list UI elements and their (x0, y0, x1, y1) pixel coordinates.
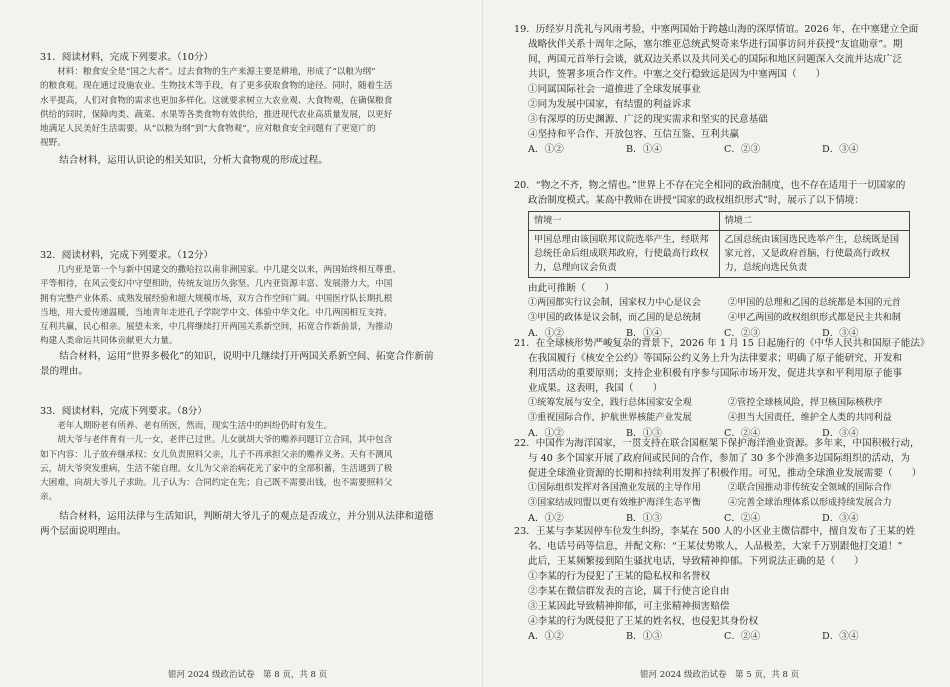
right-page-footer: 银河 2024 级政治试卷 第 5 页，共 8 页 (640, 670, 800, 680)
situation-header: 情境一 (529, 212, 720, 231)
right-page (490, 0, 950, 687)
question-22-option: ①国际组织发挥对各国渔业发展的主导作用 (528, 483, 701, 493)
question-19-stem-line: 19．历经岁月洗礼与风雨考验，中塞两国始于跨越山海的深厚情谊。2026 年，在中塞建立全面 (514, 24, 919, 35)
question-31 (40, 50, 460, 168)
choice-b: B．①③ (626, 513, 662, 524)
choice-a: A．①② (528, 328, 564, 339)
question-32-material-line: 构建人类命运共同体贡献更大力量。 (40, 336, 178, 347)
question-32-ask-line: 景的理由。 (40, 365, 88, 377)
situation-cell: 甲国总理由该国联邦议院选举产生，经联邦总统任命后组成联邦政府，行使最高行政权力，总理向议会负责 (529, 231, 720, 278)
question-23-stem-line: 23．王某与李某因停车位发生纠纷，李某在 500 人的小区业主微信群中，擅自发布了王某的姓 (514, 526, 916, 537)
question-32-material-line: 拥有完整产业体系、成熟发展经验和超大规模市场，双方合作空间广阔。中国医疗队长期扎根 (40, 293, 393, 304)
situation-cell: 乙国总统由该国选民选举产生，总统既是国家元首，又是政府首脑，行使最高行政权力，总统向选民负责 (719, 231, 910, 278)
question-19 (514, 22, 946, 157)
question-31-material-line: 地满足人民美好生活需要。从“以粮为纲”到“大食物观”，应对粮食安全问题有了更宽广的 (40, 124, 376, 135)
question-22-option: ④完善全球治理体系以形成持续发展合力 (728, 498, 892, 508)
question-21-stem-line: 21．在全球核形势严峻复杂的背景下，2026 年 1 月 15 日起施行的《中华人民共和国原子能法》 (514, 338, 930, 349)
question-19-stem-line: 间，两国元首举行会谈，就双边关系以及共同关心的国际和地区问题深入交流并达成广泛 (528, 54, 903, 65)
question-21-option-row (514, 411, 946, 426)
question-31-material-line: 供给的同时，保障肉类、蔬菜、水果等各类食物有效供给，推进现代农业高质量发展，以更好 (40, 109, 393, 120)
question-22-stem-line: 与 40 多个国家开展了政府间或民间的合作，参加了 30 多个涉渔多边国际组织的活动，为 (528, 453, 910, 464)
question-33-title: 33．阅读材料，完成下列要求。（8分） (40, 406, 208, 417)
question-23-stem-line: 名、电话号码等信息，并配文称：“王某仗势欺人，人品极差，大家千万别跟他打交道！” (528, 541, 903, 552)
question-33-material-line: 老年人期盼老有所养、老有所医，然而，现实生活中的纠纷仍时有发生。 (57, 421, 333, 431)
situation-header: 情境二 (719, 212, 910, 231)
question-20-option-row (514, 296, 946, 311)
question-33-ask-line: 两个层面说明理由。 (40, 525, 127, 537)
question-22-option: ②联合国推动非传统安全领域的国际合作 (728, 483, 892, 493)
question-33-material-line: 亲。 (40, 492, 58, 503)
question-21-option-row (514, 396, 946, 411)
question-23-option: ③王某因此导致精神抑郁，可主张精神损害赔偿 (528, 601, 730, 612)
question-33-material-line: 胡大爷与老伴育有一儿一女，老伴已过世。儿女就胡大爷的赡养问题订立合同，其中包含 (57, 435, 393, 446)
question-19-option: ④坚持和平合作、开放包容、互信互鉴、互利共赢 (528, 129, 740, 140)
choice-d: D．③④ (822, 328, 859, 339)
question-21-option: ③重视国际合作，护航世界核能产业发展 (528, 413, 692, 423)
question-20-option: ①两国都实行议会制，国家权力中心是议会 (528, 298, 701, 308)
choice-b: B．①④ (626, 328, 662, 339)
question-19-option: ①同属国际社会一道推进了全球发展事业 (528, 84, 701, 95)
question-32-material-line: 平等相待，在风云变幻中守望相助，传统友谊历久弥坚。几内亚资源丰富、发展潜力大，中国 (40, 279, 393, 290)
question-31-title: 31．阅读材料，完成下列要求。（10分） (40, 52, 214, 63)
question-22-option-row (514, 481, 946, 496)
question-20 (514, 178, 946, 341)
question-19-choices (514, 142, 946, 157)
question-32-material-line: 互利共赢，民心相亲。展望未来，中几将继续打开两国关系新空间，拓宽合作新前景，为推动 (40, 322, 393, 333)
choice-b: B．①④ (626, 144, 662, 155)
choice-d: D．③④ (822, 144, 859, 155)
choice-c: C．②④ (724, 631, 761, 642)
question-22 (514, 436, 946, 526)
question-31-material-line: 视野。 (40, 138, 66, 149)
question-19-option: ③有深厚的历史渊源、广泛的现实需求和坚实的民意基础 (528, 114, 768, 125)
question-21-stem-line: 业成果。这表明，我国（ ） (528, 383, 663, 394)
choice-a: A．①② (528, 428, 564, 439)
question-23-option: ④李某的行为既侵犯了王某的姓名权，也侵犯其身份权 (528, 616, 759, 627)
situation-table (528, 211, 910, 278)
question-21 (514, 336, 946, 441)
question-21-option: ②管控全球核风险，捍卫核国际核秩序 (728, 398, 883, 408)
question-19-option: ②同为发展中国家，有结盟的利益诉求 (528, 99, 692, 110)
choice-c: C．②③ (724, 144, 761, 155)
question-20-option: ③甲国的政体是议会制，而乙国的是总统制 (528, 313, 701, 323)
question-22-option: ③国家结成同盟以更有效维护海洋生态平衡 (528, 498, 701, 508)
question-33 (40, 404, 460, 539)
question-31-ask: 结合材料，运用认识论的相关知识，分析大食物观的形成过程。 (59, 154, 328, 166)
question-33-material-line: 云，胡大爷突发重病，生活不能自理。女儿为父亲治病花光了家中的全部积蓄，生活遇到了极 (40, 463, 393, 474)
question-33-material-line: 大困难，向胡大爷儿子求助。儿子认为：合同约定在先；自己既不需要出钱，也不需要照料父 (40, 478, 393, 489)
question-22-stem-line: 22．中国作为海洋国家，一贯支持在联合国框架下保护海洋渔业资源。多年来，中国积极行动， (514, 438, 920, 449)
choice-a: A．①② (528, 144, 564, 155)
question-32-ask-line: 结合材料，运用“世界多极化”的知识，说明中几继续打开两国关系新空间、拓宽合作新前 (59, 350, 434, 362)
question-21-option: ④担当大国责任，维护全人类的共同利益 (728, 413, 892, 423)
choice-c: C．②④ (724, 513, 761, 524)
choice-d: D．③④ (822, 513, 859, 524)
question-20-option: ④甲乙两国的政权组织形式都是民主共和制 (728, 313, 901, 323)
question-20-option: ②甲国的总理和乙国的总统都是本国的元首 (728, 298, 901, 308)
choice-a: A．①② (528, 631, 564, 642)
choice-d: D．③④ (822, 428, 859, 439)
question-20-stem-line: 政治制度模式。某高中教师在讲授“国家的政权组织形式”时，展示了以下情境： (528, 195, 864, 206)
question-23 (514, 524, 946, 644)
question-33-ask-line: 结合材料，运用法律与生活知识，判断胡大爷儿子的观点是否成立，并分别从法律和道德 (59, 510, 434, 522)
choice-b: B．①③ (626, 631, 662, 642)
question-23-choices (514, 629, 946, 644)
question-32-material-line: 当地，用大爱传递温暖，当地青年走进孔子学院学中文、体验中华文化。中几两国相互支持， (40, 307, 393, 318)
question-23-option: ①李某的行为侵犯了王某的隐私权和名誉权 (528, 571, 711, 582)
question-31-material-line: 的粮食观。现在通过设施农业、生物技术等手段，有了更多获取食物的途径。同时，随着生活 (40, 81, 393, 92)
question-22-option-row (514, 496, 946, 511)
choice-a: A．①② (528, 513, 564, 524)
question-22-stem-line: 促进全球渔业资源的长期和持续利用发挥了积极作用。可见，推动全球渔业发展需要（ ） (528, 468, 922, 479)
question-31-material-line: 水平提高，人们对食物的需求也更加多样化。这就要求树立大农业观、大食物观，在确保粮食 (40, 95, 393, 106)
question-19-stem-line: 战略伙伴关系十周年之际，塞尔维亚总统武契奇来华进行国事访问并获授“友谊勋章”。期 (528, 39, 903, 50)
question-33-material-line: 如下内容：儿子放弃继承权；女儿负责照料父亲，儿子不再承担父亲的赡养义务。天有不测风 (40, 449, 393, 460)
left-page-footer: 银河 2024 级政治试卷 第 8 页，共 8 页 (168, 670, 328, 680)
page-divider (482, 0, 483, 687)
choice-c: C．②③ (724, 328, 761, 339)
question-32 (40, 248, 460, 379)
choice-b: B．①③ (626, 428, 662, 439)
choice-c: C．②④ (724, 428, 761, 439)
question-20-stem-line: 20．“物之不齐，物之情也。”世界上不存在完全相同的政治制度，也不存在适用于一切国家的 (514, 180, 906, 191)
question-21-stem-line: 利用活动的重要原则；支持企业积极有序参与国际市场开发，促进共享和平利用原子能事 (528, 368, 903, 379)
question-32-material-line: 几内亚是第一个与新中国建交的撒哈拉以南非洲国家。中几建交以来，两国始终相互尊重、 (57, 265, 401, 275)
question-23-stem-line: 此后，王某频繁接到陌生骚扰电话，导致精神抑郁。下列说法正确的是（ ） (528, 556, 864, 567)
question-31-material-line: 材料：粮食安全是“国之大者”。过去食物的生产来源主要是耕地，形成了“以粮为纲” (57, 67, 376, 77)
question-20-option-row (514, 311, 946, 326)
question-21-stem-line: 在我国履行《核安全公约》等国际公约义务上升为法律要求；明确了原子能研究、开发和 (528, 353, 903, 364)
choice-d: D．③④ (822, 631, 859, 642)
question-32-title: 32．阅读材料，完成下列要求。（12分） (40, 250, 214, 261)
question-19-stem-line: 共识，签署多项合作文件。中塞之交行稳致远是因为中塞两国（ ） (528, 69, 826, 80)
question-21-option: ①统筹发展与安全，践行总体国家安全观 (528, 398, 692, 408)
question-23-option: ②李某在微信群发表的言论，属于行使言论自由 (528, 586, 730, 597)
question-20-conclusion: 由此可推断（ ） (528, 283, 615, 294)
